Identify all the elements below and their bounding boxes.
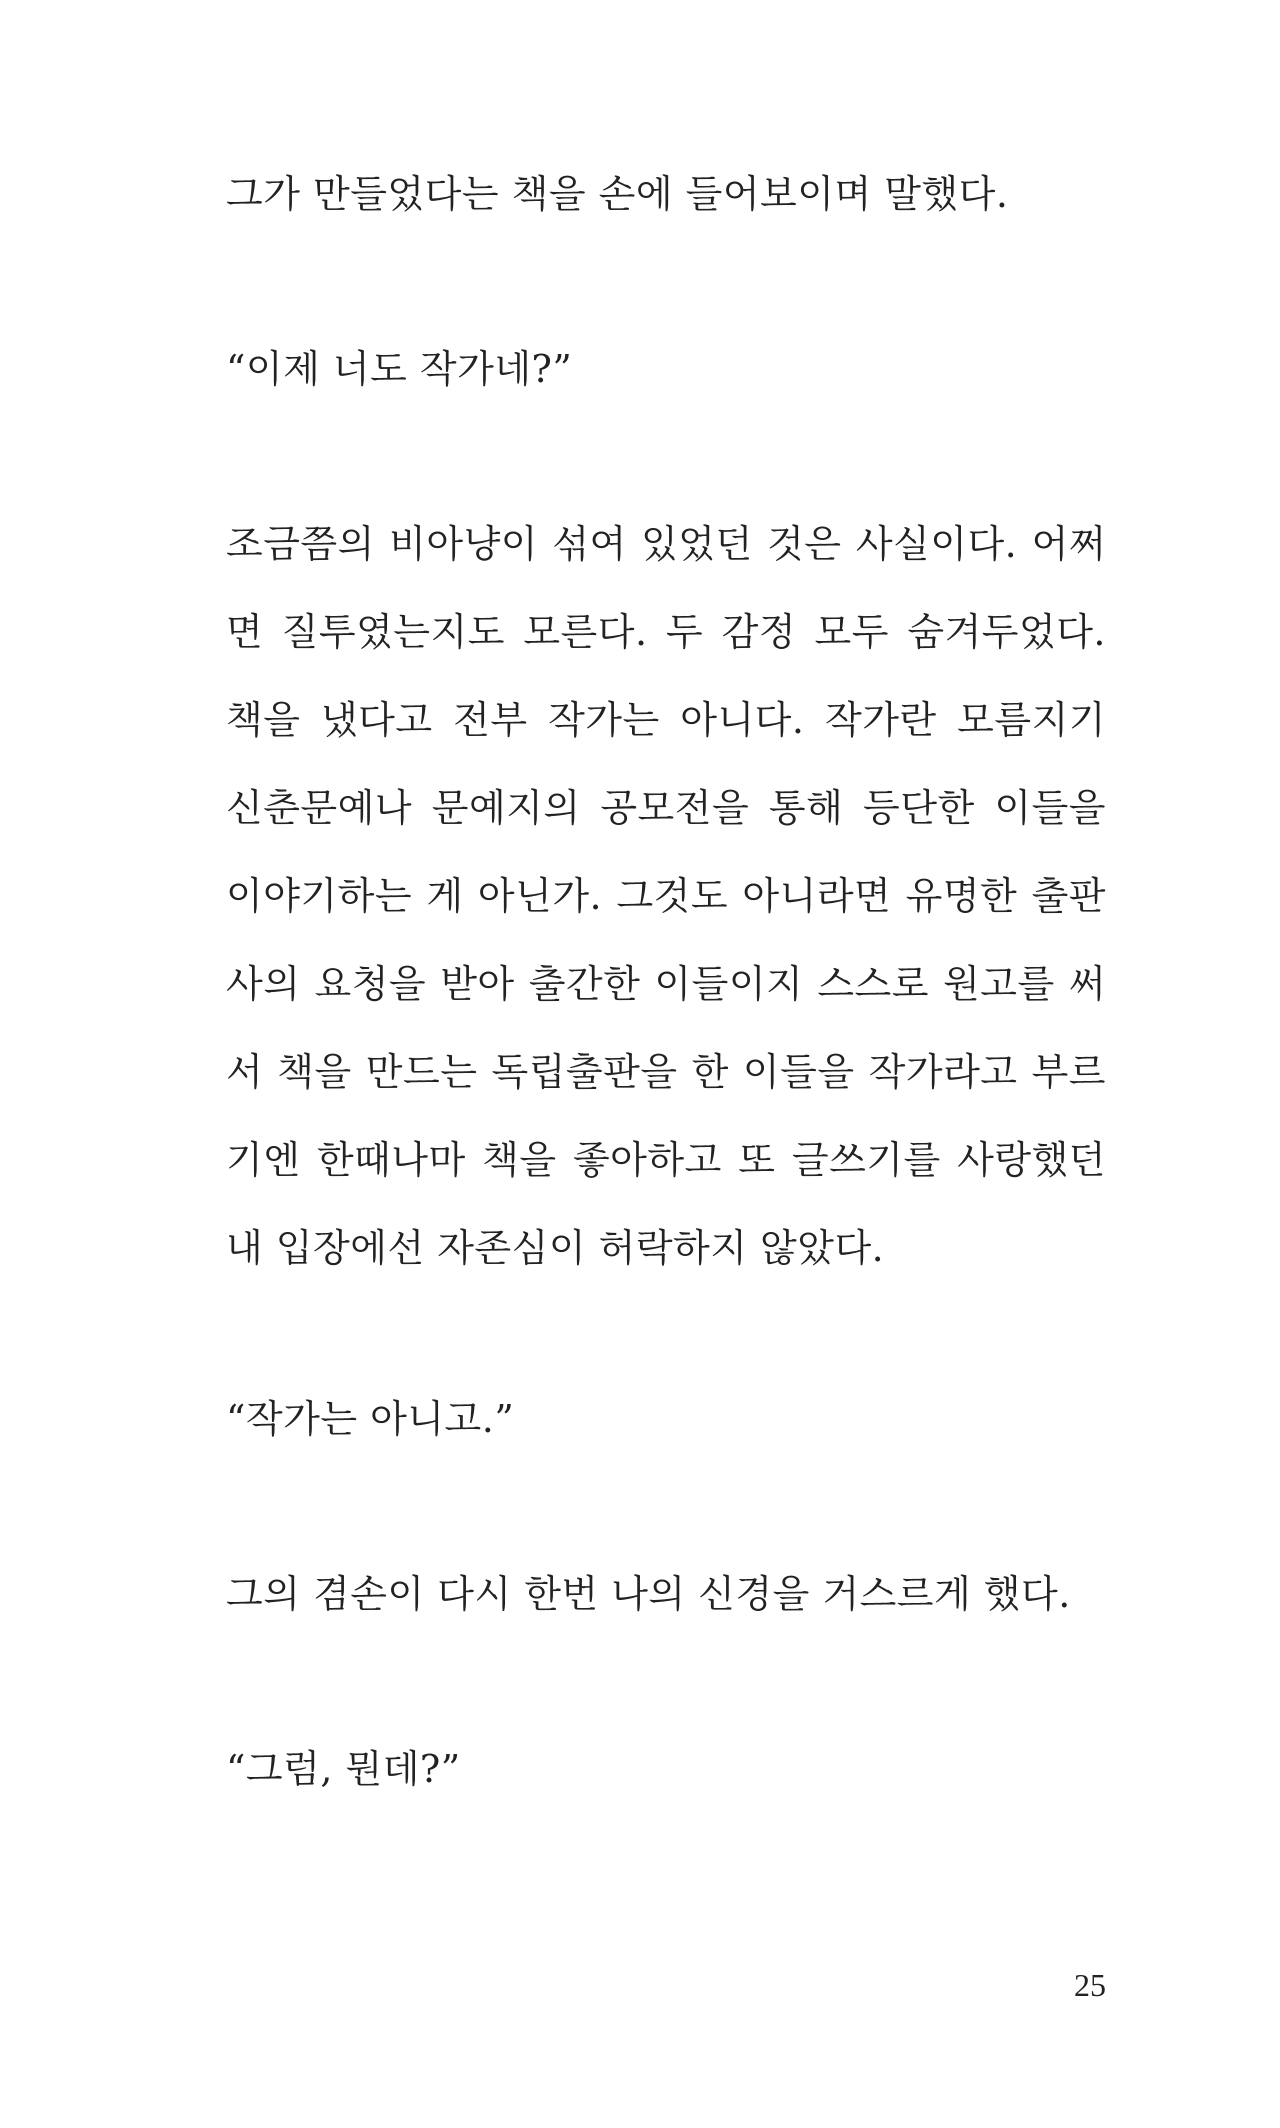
paragraph-6-dialogue: “그럼, 뭔데?” [226, 1747, 461, 1791]
paragraph-1: 그가 만들었다는 책을 손에 들어보이며 말했다. [226, 172, 1009, 216]
page-number: 25 [1074, 1967, 1106, 2003]
paragraph-3: 조금쯤의 비아냥이 섞여 있었던 것은 사실이다. 어쩌면 질투였는지도 모른다. 두 감정 모두 숨겨두었다. 책을 냈다고 전부 작가는 아니다. 작가란 모름지기 신춘문예나 문예지의 공모전을 통해 등단한 이들을 이야기하는 게 아닌가. 그것도 아니라면 유명한 출판사의 요청을 받아 출간한 이들이지 스스로 원고를 써서 책을 만드는 독립출판을 한 이들을 작가라고 부르기엔 한때나마 책을 좋아하고 또 글쓰기를 사랑했던 내 입장에선 자존심이 허락하지 않았다. [226, 522, 1106, 1270]
paragraph-4-dialogue: “작가는 아니고.” [226, 1397, 515, 1441]
paragraph-5: 그의 겸손이 다시 한번 나의 신경을 거스르게 했다. [226, 1572, 1071, 1616]
paragraph-2-dialogue: “이제 너도 작가네?” [226, 347, 573, 391]
